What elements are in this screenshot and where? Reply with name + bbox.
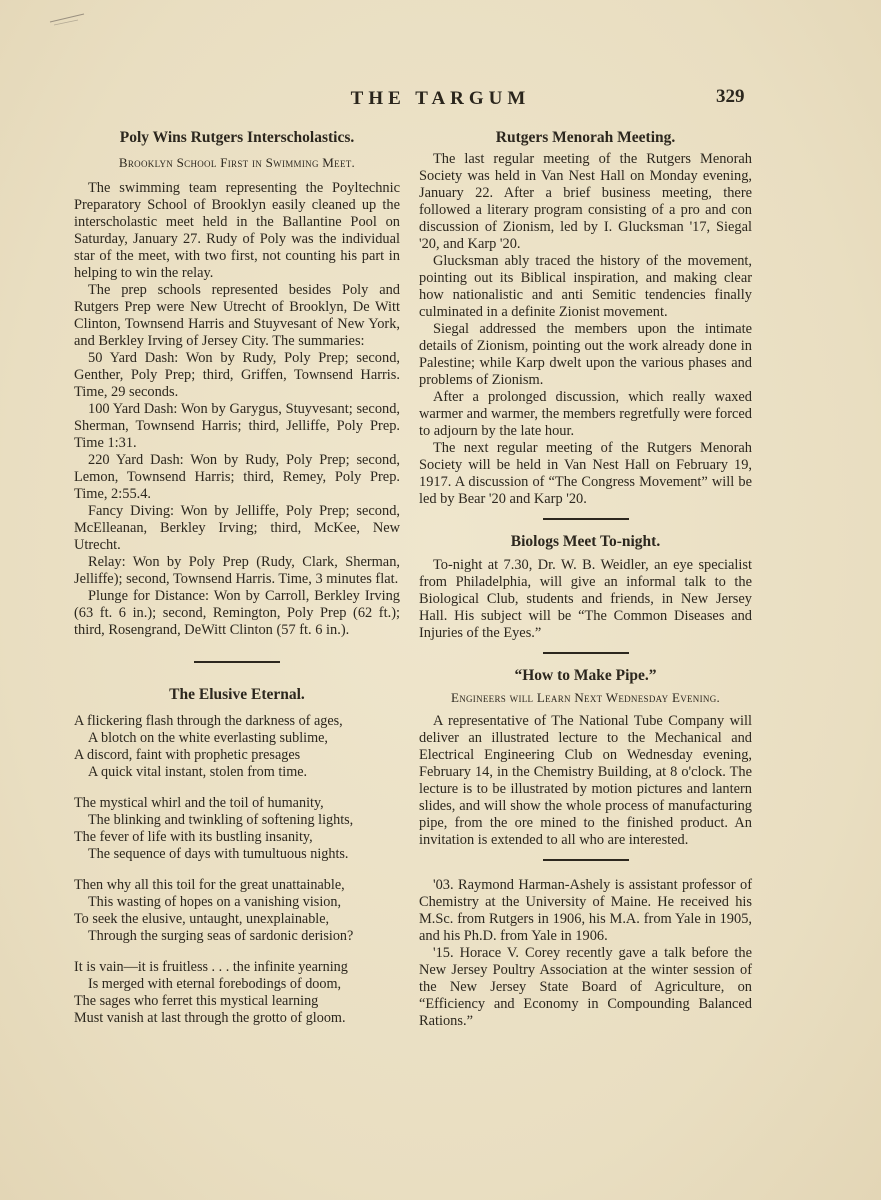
- paragraph: After a prolonged discussion, which really waxed warmer and warmer, the members regretfully were forced to adjourn by the late hour.: [419, 389, 752, 439]
- poem-stanza: [74, 959, 400, 1027]
- paragraph: 50 Yard Dash: Won by Rudy, Poly Prep; second, Genther, Poly Prep; third, Griffen, Townsend Harris. Time, 29 seconds.: [74, 350, 400, 400]
- poem-line: Then why all this toil for the great unattainable,: [74, 877, 345, 893]
- paragraph: '15. Horace V. Corey recently gave a talk before the New Jersey Poultry Association at the winter session of the New Jersey State Board of Agriculture, on “Efficiency and Economy in Compounding Balanced Rations.”: [419, 945, 752, 1029]
- poem-elusive-eternal: [74, 685, 400, 1027]
- article-biologs-meet: [419, 532, 752, 642]
- poem-line: Must vanish at last through the grotto of gloom.: [74, 1010, 346, 1026]
- poem-line: It is vain—it is fruitless . . . the infinite yearning: [74, 959, 348, 975]
- article-subhead: Brooklyn School First in Swimming Meet.: [118, 155, 356, 170]
- running-title: THE TARGUM: [350, 88, 531, 109]
- poem-line: To seek the elusive, untaught, unexplainable,: [74, 911, 330, 927]
- poem-line: A flickering flash through the darkness of ages,: [74, 713, 343, 729]
- poem-line: The fever of life with its bustling insanity,: [74, 829, 313, 845]
- poem-stanza: [74, 713, 400, 781]
- left-column: [74, 128, 400, 1041]
- section-divider: [543, 859, 629, 861]
- poem-line: Is merged with eternal forebodings of doom,: [88, 976, 342, 992]
- paragraph: Glucksman ably traced the history of the movement, pointing out its Biblical inspiration, and making clear how nationalistic and anti Semitic tendencies finally culminated in a definite Zionist movement.: [419, 253, 752, 320]
- poem-line: Through the surging seas of sardonic derision?: [88, 928, 354, 944]
- poem-line: A blotch on the white everlasting sublime,: [88, 730, 328, 746]
- page-number: 329: [716, 86, 745, 107]
- poem-title: The Elusive Eternal.: [169, 686, 305, 703]
- poem-line: The mystical whirl and the toil of humanity,: [74, 795, 324, 811]
- paragraph: Plunge for Distance: Won by Carroll, Berkley Irving (63 ft. 6 in.); second, Remington, Poly Prep (62 ft.); third, Rosengrand, DeWitt Clinton (57 ft. 6 in.).: [74, 588, 400, 638]
- paragraph: Fancy Diving: Won by Jelliffe, Poly Prep; second, McElleanan, Berkley Irving; third, McKee, New Utrecht.: [74, 503, 400, 553]
- paragraph: Relay: Won by Poly Prep (Rudy, Clark, Sherman, Jelliffe); second, Townsend Harris. Time, 3 minutes flat.: [74, 554, 400, 587]
- section-divider: [543, 518, 629, 520]
- article-poly-interscholastics: [74, 128, 400, 639]
- pencil-mark-icon: [48, 8, 88, 28]
- paragraph: Siegal addressed the members upon the intimate details of Zionism, pointing out the work already done in Palestine; while Karp dwelt upon the various phases and problems of Zionism.: [419, 321, 752, 388]
- right-column: [419, 128, 752, 1030]
- paragraph: To-night at 7.30, Dr. W. B. Weidler, an eye specialist from Philadelphia, will give an informal talk to the Biological Club, students and friends, in New Jersey Hall. His subject will be “The Common Diseases and Injuries of the Eyes.”: [419, 557, 752, 641]
- article-headline: “How to Make Pipe.”: [514, 667, 657, 684]
- page-header: [0, 86, 881, 116]
- poem-line: This wasting of hopes on a vanishing vision,: [88, 894, 341, 910]
- article-headline: Rutgers Menorah Meeting.: [495, 129, 676, 146]
- paragraph: 220 Yard Dash: Won by Rudy, Poly Prep; second, Lemon, Townsend Harris; third, Remey, Poly Prep. Time, 2:55.4.: [74, 452, 400, 502]
- alumni-notes: [419, 877, 752, 1030]
- paragraph: '03. Raymond Harman-Ashely is assistant professor of Chemistry at the University of Maine. He received his M.Sc. from Rutgers in 1906, his M.A. from Yale in 1905, and his Ph.D. from Yale in 1906.: [419, 877, 752, 944]
- paragraph: 100 Yard Dash: Won by Garygus, Stuyvesant; second, Sherman, Townsend Harris; third, Jelliffe, Poly Prep. Time 1:31.: [74, 401, 400, 451]
- paragraph: A representative of The National Tube Company will deliver an illustrated lecture to the Mechanical and Electrical Engineering Club on Wednesday evening, February 14, in the Chemistry Building, at 8 o'clock. The lecture is to be illustrated by motion pictures and lantern slides, and will show the whole process of manufacturing pipe, from the ore mined to the finished product. An invitation is extended to all who are interested.: [419, 713, 752, 848]
- article-how-to-make-pipe: [419, 666, 752, 849]
- poem-stanza: [74, 795, 400, 863]
- article-menorah-meeting: [419, 128, 752, 508]
- article-subhead: Engineers will Learn Next Wednesday Evening.: [450, 690, 721, 705]
- poem-line: A quick vital instant, stolen from time.: [88, 764, 308, 780]
- poem-line: The sequence of days with tumultuous nights.: [88, 846, 349, 862]
- poem-stanza: [74, 877, 400, 945]
- paragraph: The swimming team representing the Poyltechnic Preparatory School of Brooklyn easily cleaned up the interscholastic meet held in the Ballantine Pool on Saturday, January 27. Rudy of Poly was the individual star of the meet, with two first, not counting his part in helping to win the relay.: [74, 180, 400, 281]
- article-headline: Biologs Meet To-night.: [510, 533, 661, 550]
- paragraph: The next regular meeting of the Rutgers Menorah Society will be held in Van Nest Hall on February 19, 1917. A discussion of “The Congress Movement” will be led by Bear '20 and Karp '20.: [419, 440, 752, 507]
- paragraph: The prep schools represented besides Poly and Rutgers Prep were New Utrecht of Brooklyn, De Witt Clinton, Townsend Harris and Stuyvesant of New York, and Berkley Irving of Jersey City. The summaries:: [74, 282, 400, 349]
- section-divider: [543, 652, 629, 654]
- poem-line: A discord, faint with prophetic presages: [74, 747, 301, 763]
- article-headline: Poly Wins Rutgers Interscholastics.: [119, 129, 355, 146]
- section-divider: [194, 661, 280, 663]
- poem-line: The blinking and twinkling of softening lights,: [88, 812, 354, 828]
- poem-line: The sages who ferret this mystical learning: [74, 993, 319, 1009]
- paragraph: The last regular meeting of the Rutgers Menorah Society was held in Van Nest Hall on Monday evening, January 22. After a brief business meeting, there followed a literary program consisting of a pro and con discussion of Zionism, led by I. Glucksman '17, Siegal '20, and Karp '20.: [419, 151, 752, 252]
